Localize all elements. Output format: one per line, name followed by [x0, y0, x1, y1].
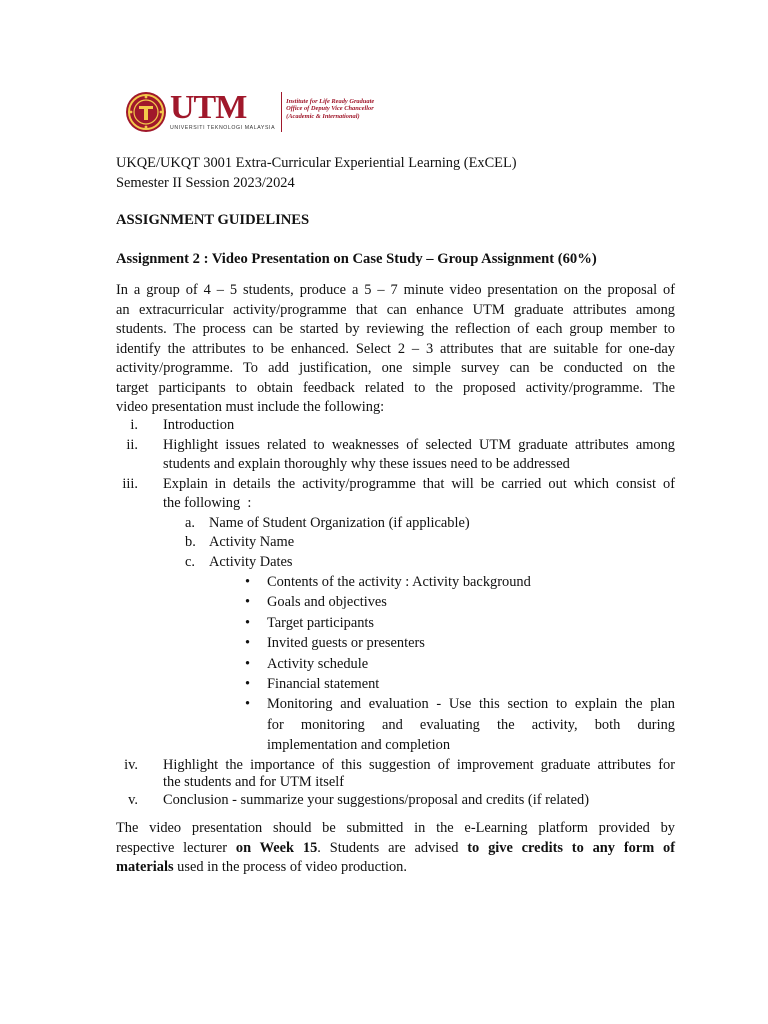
bullet-text: Activity schedule	[267, 655, 369, 672]
bullet-item	[116, 613, 675, 633]
utm-emblem-icon	[126, 92, 166, 132]
list-number: v.	[128, 791, 138, 808]
utm-logo	[126, 90, 374, 134]
credits-emphasis: to give credits to any form of	[467, 839, 675, 856]
bullet-item	[116, 674, 675, 694]
list-item	[116, 757, 675, 791]
list-number: i.	[130, 417, 138, 433]
closing-line	[116, 858, 675, 878]
list-number: ii.	[126, 436, 138, 453]
sub-list-letter: b.	[185, 534, 196, 550]
list-item-text: students and explain thoroughly why these issues need to be addressed	[163, 456, 570, 472]
sub-list-letter: a.	[185, 514, 195, 531]
page-title: ASSIGNMENT GUIDELINES	[116, 212, 310, 228]
sub-list-item	[116, 553, 675, 573]
bullet-item	[116, 633, 675, 653]
bullet-icon: •	[245, 635, 251, 652]
intro-line: students. The process can be started by reviewing the reflection of each group member to	[116, 321, 675, 337]
intro-line: identify the attributes to be enhanced. Select 2 – 3 attributes that are suitable for one-day	[116, 340, 675, 357]
logo-divider	[281, 92, 282, 132]
sub-list-text: Activity Name	[209, 534, 295, 550]
materials-emphasis: materials	[116, 859, 174, 875]
utm-wordmark	[170, 88, 276, 132]
bullet-item	[116, 694, 675, 755]
bullet-item	[116, 592, 675, 612]
bullet-icon: •	[245, 574, 251, 590]
sub-list-text: Activity Dates	[209, 553, 293, 570]
list-number: iii.	[122, 475, 138, 492]
intro-paragraph	[116, 281, 675, 418]
bullet-text: Monitoring and evaluation - Use this section to explain the plan	[267, 696, 675, 713]
intro-line: video presentation must include the following:	[116, 399, 385, 415]
list-item-text: the students and for UTM itself	[163, 773, 345, 790]
list-number: iv.	[124, 756, 138, 773]
list-item-text: the following :	[163, 495, 252, 511]
closing-text: respective lecturer	[116, 839, 236, 856]
sub-list-item	[116, 533, 675, 553]
list-item-text: Conclusion - summarize your suggestions/proposal and credits (if related)	[163, 791, 590, 808]
requirements-list	[116, 416, 675, 810]
closing-text: . Students are advised	[317, 839, 468, 856]
intro-line: an extracurricular activity/programme that can enhance UTM graduate attributes among	[116, 301, 675, 318]
bullet-icon: •	[245, 614, 251, 631]
institute-line: (Academic & International)	[286, 112, 360, 120]
bullet-item	[116, 572, 675, 592]
logo-text: UTM	[170, 88, 247, 126]
intro-line: activity/programme. To add justification, one simple survey can be conducted on the	[116, 360, 675, 376]
assignment-heading: Assignment 2 : Video Presentation on Case Study – Group Assignment (60%)	[116, 251, 597, 267]
bullet-item	[116, 654, 675, 674]
list-item-text: Introduction	[163, 417, 235, 433]
bullet-text: Target participants	[267, 614, 375, 631]
logo-subtext: UNIVERSITI TEKNOLOGI MALAYSIA	[170, 124, 276, 131]
list-item	[116, 475, 675, 514]
intro-line: target participants to obtain feedback related to the proposed activity/programme. The	[116, 379, 675, 396]
institute-text	[286, 98, 374, 120]
institute-line: Office of Deputy Vice Chancellor	[286, 105, 374, 113]
bullet-text: Goals and objectives	[267, 594, 387, 611]
list-item	[116, 791, 675, 811]
deadline-emphasis: on Week 15	[235, 839, 318, 856]
sub-list-letter: c.	[185, 553, 195, 570]
intro-line: In a group of 4 – 5 students, produce a 5 – 7 minute video presentation on the proposal of	[116, 282, 675, 298]
closing-line	[116, 839, 675, 859]
bullet-icon: •	[245, 594, 251, 611]
list-item-text: Explain in details the activity/programme that will be carried out which consist of	[163, 475, 675, 492]
course-title: UKQE/UKQT 3001 Extra-Curricular Experiential Learning (ExCEL)	[116, 155, 517, 171]
course-info	[116, 154, 675, 193]
sub-list-text: Name of Student Organization (if applicable)	[209, 514, 470, 531]
bullet-icon: •	[245, 676, 251, 693]
list-item-text: Highlight the importance of this suggestion of improvement graduate attributes for	[163, 756, 675, 773]
bullet-text: Invited guests or presenters	[267, 635, 425, 652]
list-item	[116, 416, 675, 436]
institute-line: Institute for Life Ready Graduate	[286, 97, 375, 105]
bullet-text: Contents of the activity : Activity background	[267, 574, 531, 590]
closing-text: used in the process of video production.	[173, 859, 407, 875]
bullet-text: Financial statement	[267, 676, 380, 693]
list-item-text: Highlight issues related to weaknesses of selected UTM graduate attributes among	[163, 436, 675, 453]
bullet-text: implementation and completion	[267, 737, 451, 754]
closing-line: The video presentation should be submitted in the e-Learning platform provided by	[116, 820, 675, 836]
bullet-text: for monitoring and evaluating the activity, both during	[267, 716, 675, 733]
closing-paragraph	[116, 819, 675, 878]
bullet-icon: •	[245, 696, 251, 713]
bullet-icon: •	[245, 655, 251, 672]
course-session: Semester II Session 2023/2024	[116, 174, 295, 191]
list-item	[116, 436, 675, 475]
sub-list-item	[116, 514, 675, 534]
